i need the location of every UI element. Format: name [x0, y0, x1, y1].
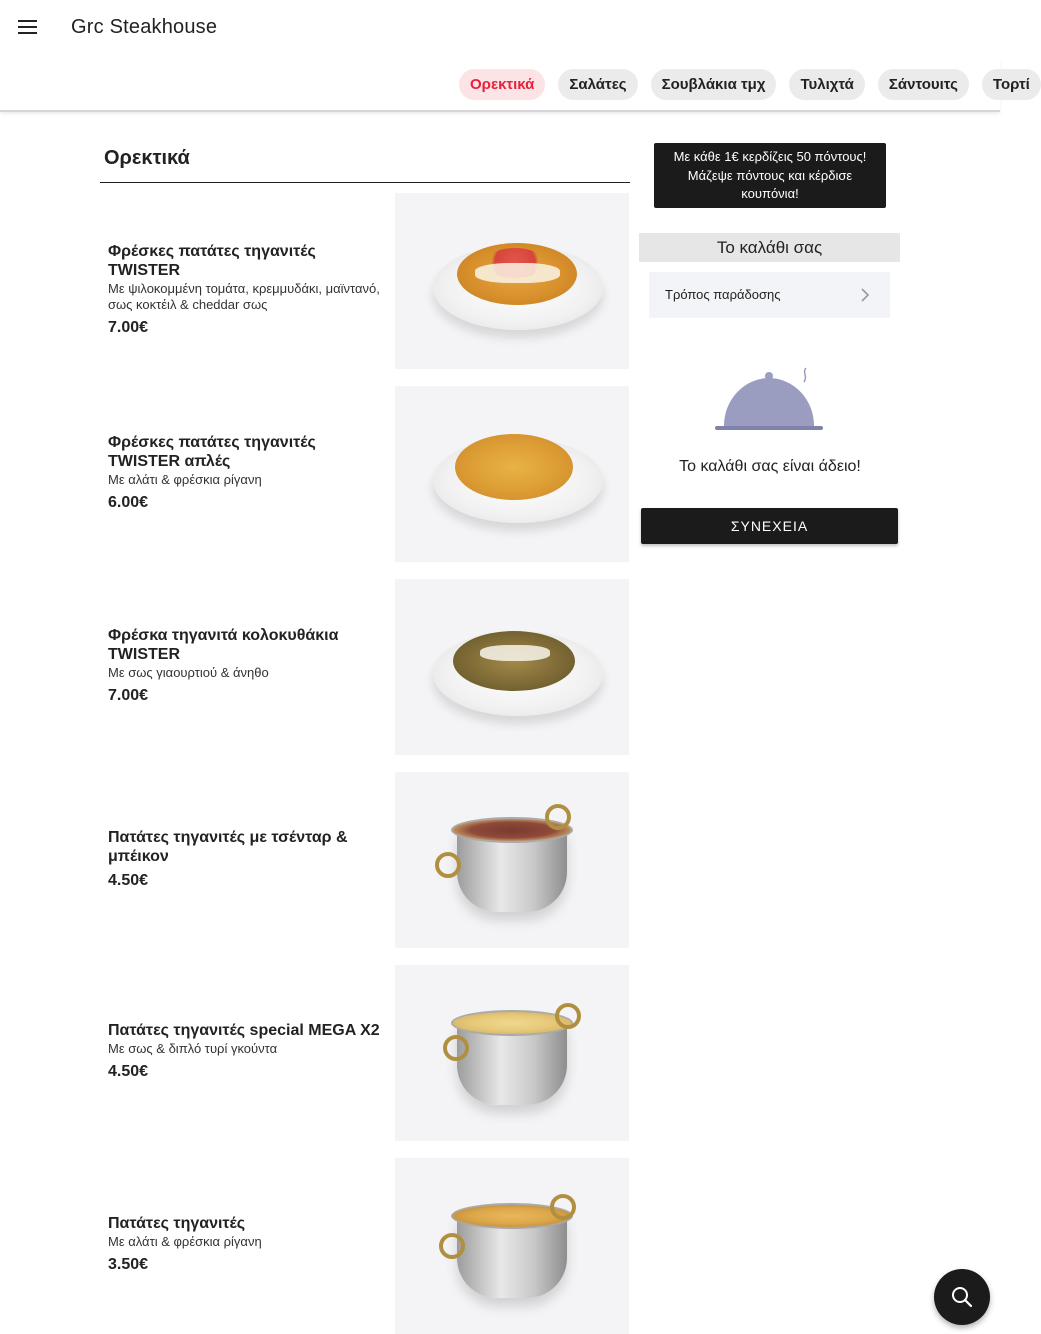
- empty-cart-message: Το καλάθι σας είναι άδειο!: [679, 458, 861, 475]
- points-promo-banner: [654, 143, 886, 208]
- tab-torti[interactable]: Τορτί: [982, 69, 1041, 100]
- tab-santouits[interactable]: Σάντουιτς: [878, 69, 969, 100]
- cloche-icon: [712, 364, 826, 436]
- item-price: 7.00€: [108, 687, 149, 704]
- item-name: Πατάτες τηγανιτές με τσένταρ & μπέικον: [108, 829, 348, 865]
- item-photo: [395, 386, 629, 562]
- item-name: Φρέσκα τηγανιτά κολοκυθάκια TWISTER: [108, 627, 339, 663]
- search-button[interactable]: [934, 1269, 990, 1325]
- item-price: 4.50€: [108, 1063, 149, 1080]
- item-photo: [395, 965, 629, 1141]
- menu-item[interactable]: [100, 193, 630, 369]
- continue-button[interactable]: ΣΥΝΕΧΕΙΑ: [641, 508, 898, 544]
- delivery-method-selector[interactable]: [649, 272, 890, 318]
- item-description: Με σως γιαουρτιού & άνηθο: [108, 665, 269, 680]
- item-description: Με αλάτι & φρέσκια ρίγανη: [108, 1234, 262, 1249]
- item-price: 4.50€: [108, 872, 149, 889]
- menu-item[interactable]: [100, 772, 630, 948]
- section-title: Ορεκτικά: [104, 147, 190, 169]
- promo-line: κουπόνια!: [741, 186, 799, 201]
- item-name: Φρέσκες πατάτες τηγανιτές TWISTER: [108, 243, 316, 279]
- item-description: Με σως & διπλό τυρί γκούντα: [108, 1041, 278, 1056]
- item-photo: [395, 1158, 629, 1334]
- category-tabs: [0, 60, 1030, 112]
- item-name: Πατάτες τηγανιτές: [108, 1215, 246, 1232]
- menu-item[interactable]: [100, 965, 630, 1141]
- item-description: Με αλάτι & φρέσκια ρίγανη: [108, 472, 262, 487]
- promo-line: Μάζεψε πόντους και κέρδισε: [687, 167, 853, 183]
- search-icon: [951, 1286, 973, 1308]
- menu-item[interactable]: [100, 1158, 630, 1334]
- item-price: 6.00€: [108, 494, 149, 511]
- item-photo: [395, 772, 629, 948]
- tab-orektika[interactable]: Ορεκτικά: [459, 69, 545, 100]
- promo-line: Με κάθε 1€ κερδίζεις 50 πόντους!: [673, 149, 867, 164]
- chevron-right-icon: [860, 287, 870, 303]
- tab-tylixta[interactable]: Τυλιχτά: [789, 69, 864, 100]
- item-name: Πατάτες τηγανιτές special MEGA X2: [108, 1022, 380, 1039]
- app-bar: [0, 0, 1000, 56]
- menu-item[interactable]: [100, 579, 630, 755]
- tab-souvlakia[interactable]: Σουβλάκια τμχ: [651, 69, 777, 100]
- item-price: 3.50€: [108, 1256, 149, 1273]
- item-photo: [395, 193, 629, 369]
- hamburger-icon[interactable]: [18, 18, 38, 34]
- menu-item[interactable]: [100, 386, 630, 562]
- tab-salates[interactable]: Σαλάτες: [558, 69, 637, 100]
- item-photo: [395, 579, 629, 755]
- app-title: Grc Steakhouse: [71, 16, 218, 38]
- item-price: 7.00€: [108, 319, 149, 336]
- delivery-method-label: Τρόπος παράδοσης: [665, 287, 781, 302]
- section-divider: [100, 182, 630, 183]
- item-name: Φρέσκες πατάτες τηγανιτές TWISTER απλές: [108, 434, 316, 470]
- item-description: Με ψιλοκομμένη τομάτα, κρεμμυδάκι, μαϊντανό, σως κοκτέιλ & cheddar σως: [108, 281, 380, 312]
- cart-title: Το καλάθι σας: [639, 233, 900, 262]
